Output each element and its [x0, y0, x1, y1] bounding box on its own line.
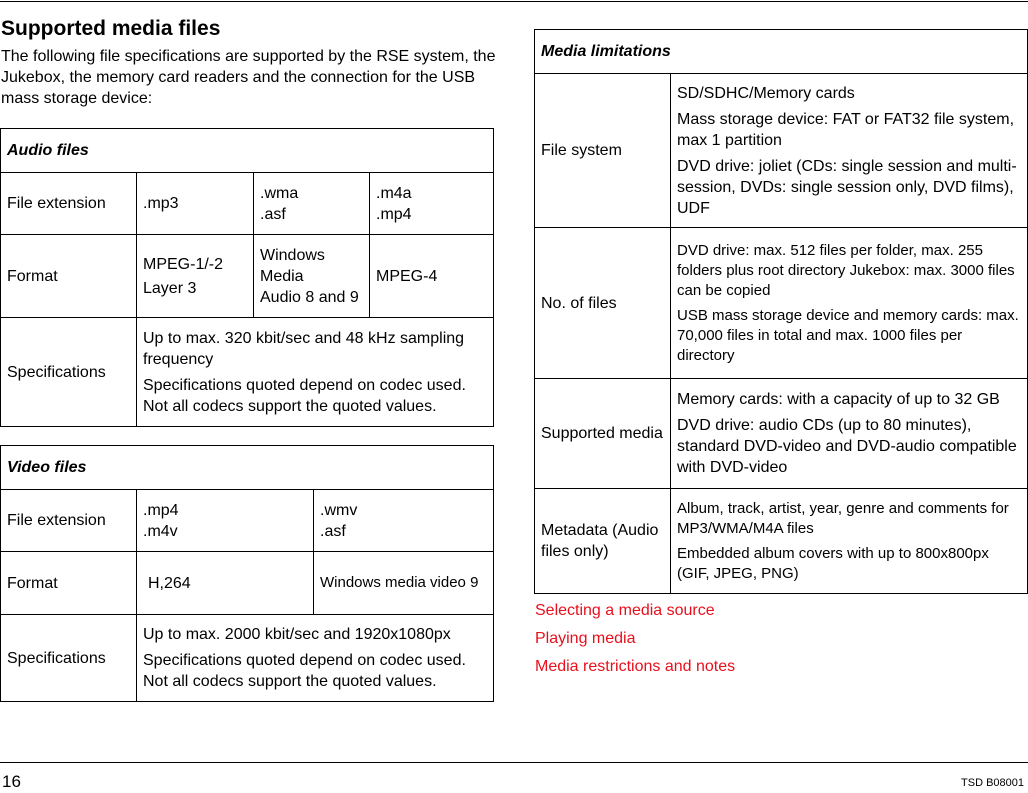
audio-files-table: [0, 128, 494, 427]
cell: [137, 552, 314, 615]
top-rule: [0, 1, 1028, 2]
row-label: Format: [1, 552, 137, 615]
cell-text: .wma: [260, 184, 299, 202]
cell-text: DVD drive: joliet (CDs: single session and multi-session, DVDs: single session only, DVD films), UDF: [677, 157, 1017, 217]
link-playing-media[interactable]: Playing media: [535, 630, 636, 647]
cell: [671, 379, 1028, 489]
table-row: [1, 235, 494, 318]
cell-text: DVD drive: max. 512 files per folder, max. 255 folders plus root directory Jukebox: max. 3000 files can be copied: [677, 241, 1015, 299]
link-media-restrictions[interactable]: Media restrictions and notes: [535, 658, 736, 675]
cell: [314, 552, 494, 615]
cell-text: Windows: [260, 246, 325, 264]
cell-text: Windows media video 9: [320, 574, 479, 591]
cell-text: Media: [260, 267, 304, 285]
cell-text: H,264: [148, 574, 191, 592]
cell: [137, 173, 254, 235]
table-row: [535, 489, 1028, 594]
cell-text: Specifications quoted depend on codec used. Not all codecs support the quoted values.: [143, 376, 466, 415]
cell: [254, 235, 370, 318]
cell: [314, 490, 494, 552]
cell-text: DVD drive: audio CDs (up to 80 minutes), standard DVD-video and DVD-audio compatible with DVD-video: [677, 417, 1017, 476]
table-row: [535, 228, 1028, 379]
row-label: File extension: [1, 490, 137, 552]
row-label: Specifications: [1, 318, 137, 427]
page-title: Supported media files: [1, 17, 221, 40]
bottom-rule: [0, 762, 1028, 763]
cell-text: .mp3: [143, 195, 179, 212]
row-label: Supported media: [535, 379, 671, 489]
cell-text: Up to max. 2000 kbit/sec and 1920x1080px: [143, 626, 451, 643]
media-table-title: Media limitations: [535, 30, 1028, 74]
link-selecting-media-source[interactable]: Selecting a media source: [535, 602, 715, 619]
table-header-row: [1, 129, 494, 173]
table-row: [1, 318, 494, 427]
cell-text: Embedded album covers with up to 800x800px (GIF, JPEG, PNG): [677, 544, 989, 582]
cell: [671, 489, 1028, 594]
cell-text: USB mass storage device and memory cards: max. 70,000 files in total and max. 1000 files per directory: [677, 306, 1019, 364]
cell: [254, 173, 370, 235]
table-row: [535, 379, 1028, 489]
table-header-row: [1, 446, 494, 490]
row-label: No. of files: [535, 228, 671, 379]
cell-text: .wmv: [320, 501, 358, 519]
page-number: 16: [2, 772, 21, 791]
video-table-title: Video files: [1, 446, 494, 490]
table-row: [1, 173, 494, 235]
cell: [671, 228, 1028, 379]
table-row: [1, 490, 494, 552]
cell: [137, 318, 494, 427]
cell-text: .mp4: [143, 501, 179, 519]
row-label: File extension: [1, 173, 137, 235]
table-row: [1, 552, 494, 615]
cell-text: MPEG-4: [376, 267, 438, 285]
cell-text: .asf: [320, 522, 346, 540]
intro-paragraph: The following file specifications are supported by the RSE system, the Jukebox, the memory card readers and the connection for the USB mass storage device:: [1, 48, 496, 107]
table-row: [535, 74, 1028, 228]
video-files-table: [0, 445, 494, 702]
cell-text: Mass storage device: FAT or FAT32 file system, max 1 partition: [677, 110, 1015, 149]
cell-text: .m4a: [376, 184, 412, 202]
cell-text: Memory cards: with a capacity of up to 32 GB: [677, 391, 1000, 408]
cell: [137, 615, 494, 702]
cell-text: Up to max. 320 kbit/sec and 48 kHz sampling frequency: [143, 329, 465, 368]
document-code: TSD B08001: [961, 777, 1024, 789]
cell-text: Audio 8 and 9: [260, 288, 359, 306]
cell-text: .asf: [260, 205, 286, 223]
row-label: Metadata (Audio files only): [535, 489, 671, 594]
row-label: File system: [535, 74, 671, 228]
cell: [370, 235, 494, 318]
cell-text: .m4v: [143, 522, 178, 540]
media-limitations-table: [534, 29, 1028, 594]
cell: [671, 74, 1028, 228]
table-row: [1, 615, 494, 702]
cell: [370, 173, 494, 235]
cell-text: MPEG-1/-2: [143, 255, 224, 273]
cell-text: .mp4: [376, 205, 412, 223]
table-header-row: [535, 30, 1028, 74]
row-label: Specifications: [1, 615, 137, 702]
cell-text: Specifications quoted depend on codec used. Not all codecs support the quoted values.: [143, 652, 466, 690]
cell: [137, 235, 254, 318]
cell-text: Album, track, artist, year, genre and comments for MP3/WMA/M4A files: [677, 499, 1009, 537]
cell-text: SD/SDHC/Memory cards: [677, 84, 855, 102]
audio-table-title: Audio files: [1, 129, 494, 173]
cell-text: Layer 3: [143, 279, 197, 297]
row-label: Format: [1, 235, 137, 318]
cell: [137, 490, 314, 552]
